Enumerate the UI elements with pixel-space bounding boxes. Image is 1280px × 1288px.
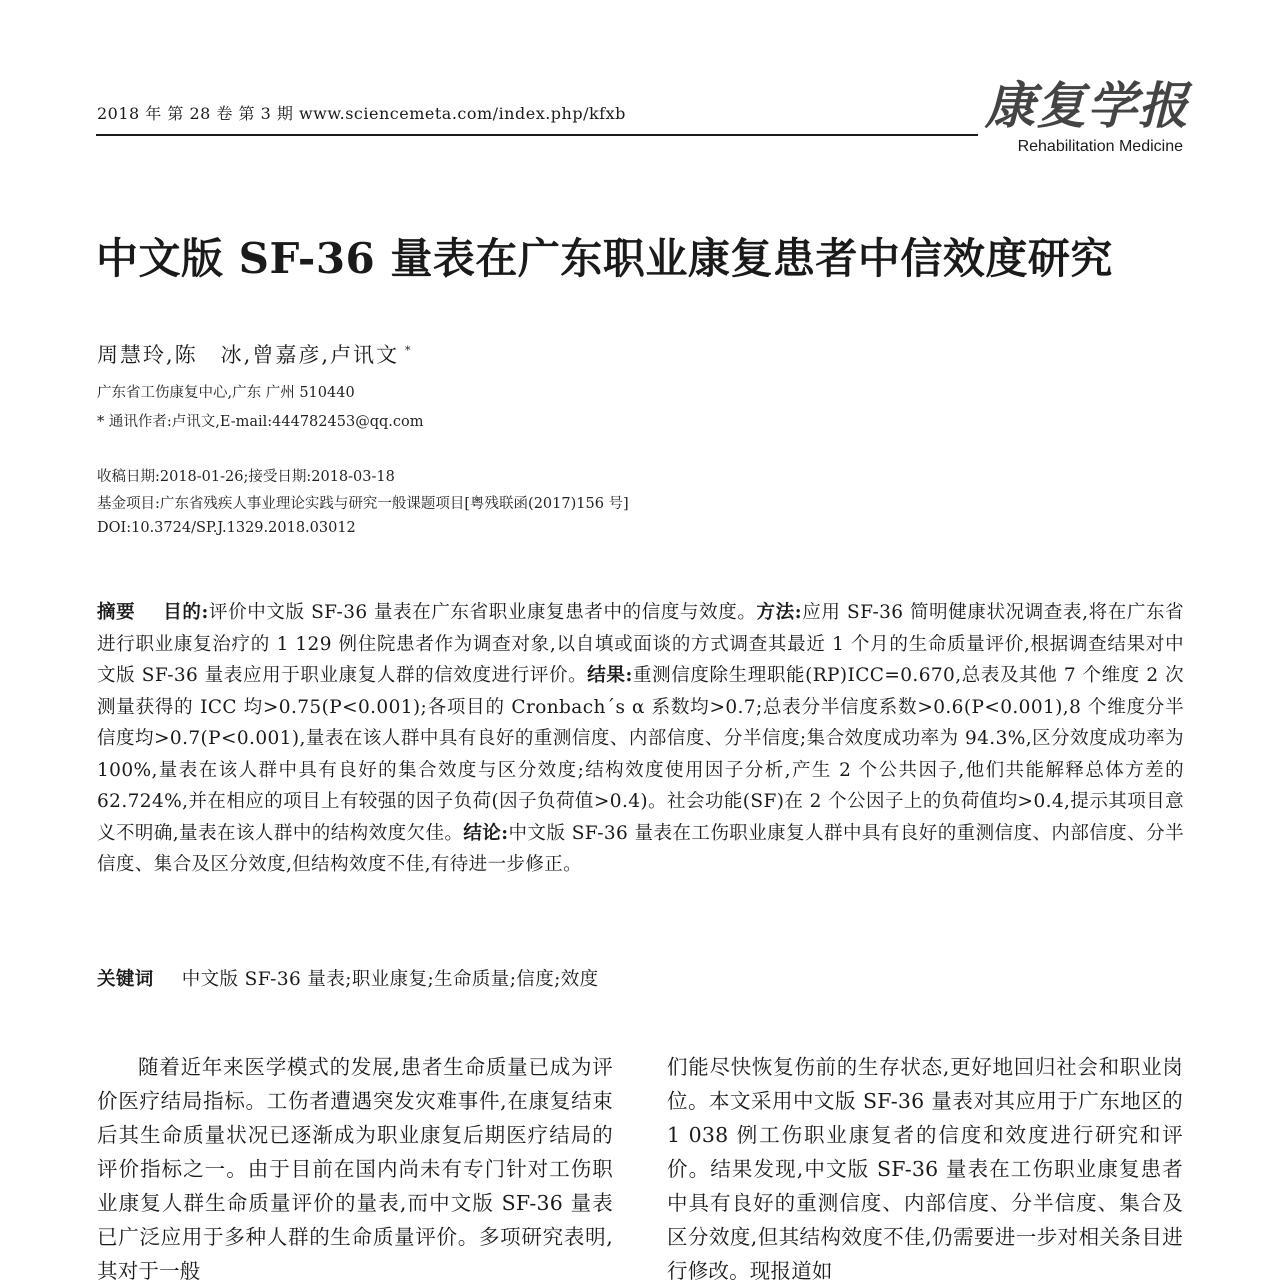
- author-list: [97, 339, 413, 369]
- objective-text: 评价中文版 SF-36 量表在广东省职业康复患者中的信度与效度。: [208, 602, 757, 623]
- journal-logo-chinese: 康复学报: [985, 76, 1189, 135]
- conclusion-label: 结论:: [463, 822, 509, 844]
- corresponding-author: * 通讯作者:卢讯文,E-mail:444782453@qq.com: [97, 414, 424, 430]
- article-title: 中文版 SF-36 量表在广东职业康复患者中信效度研究: [96, 234, 1113, 283]
- keywords-text: 中文版 SF-36 量表;职业康复;生命质量;信度;效度: [181, 969, 599, 990]
- body-column-right: 们能尽快恢复伤前的生存状态,更好地回归社会和职业岗位。本文采用中文版 SF-36 量表对其应用于广东地区的 1 038 例工伤职业康复者的信度和效度进行研究和评价。结果发现,中文版 SF-36 量表在工伤职业康复患者中具有良好的重测信度、内部信度、分半信度、集合及区分效度,但其结构效度不佳,仍需要进一步对相关条目进行修改。现报道如: [667, 1055, 1183, 1283]
- objective-label: 目的:: [163, 602, 209, 623]
- corresponding-author-mark: *: [405, 344, 413, 357]
- keywords: [97, 965, 599, 991]
- funding: 基金项目:广东省残疾人事业理论实践与研究一般课题项目[粤残联函(2017)156 号]: [97, 496, 629, 512]
- results-label: 结果:: [587, 665, 633, 686]
- header-rule: [96, 134, 978, 136]
- keywords-label: 关键词: [97, 969, 154, 990]
- conclusion-text: 中文版 SF-36 量表在工伤职业康复人群中具有良好的重测信度、内部信度、分半信度、集合及区分效度,但结构效度不佳,有待进一步修正。: [97, 822, 1184, 875]
- received-dates: 收稿日期:2018-01-26;接受日期:2018-03-18: [97, 469, 395, 485]
- affiliation: 广东省工伤康复中心,广东 广州 510440: [97, 385, 355, 401]
- author-names: 周慧玲,陈 冰,曾嘉彦,卢讯文: [97, 343, 400, 367]
- abstract: [97, 597, 1184, 881]
- methods-text: 应用 SF-36 简明健康状况调查表,将在广东省进行职业康复治疗的 1 129 例住院患者作为调查对象,以自填或面谈的方式调查其最近 1 个月的生命质量评价,根据调查结果对中文版 SF-36 量表应用于职业康复人群的信效度进行评价。: [97, 602, 1184, 686]
- results-text: 重测信度除生理职能(RP)ICC=0.670,总表及其他 7 个维度 2 次测量获得的 ICC 均>0.75(P<0.001);各项目的 Cronbach´s α 系数均>0.7;总表分半信度系数>0.6(P<0.001),8 个维度分半信度均>0.7(P<0.001),量表在该人群中具有良好的重测信度、内部信度、分半信度;集合效度成功率为 94.3%,区分效度成功率为 100%,量表在该人群中具有良好的集合效度与区分效度;结构效度使用因子分析,产生 2 个公共因子,他们共能解释总体方差的 62.724%,并在相应的项目上有较强的因子负荷(因子负荷值>0.4)。社会功能(SF)在 2 个公因子上的负荷值均>0.4,提示其项目意义不明确,量表在该人群中的结构效度欠佳。: [97, 665, 1184, 844]
- doi: DOI:10.3724/SP.J.1329.2018.03012: [97, 520, 356, 536]
- journal-logo-english: Rehabilitation Medicine: [1017, 138, 1183, 155]
- abstract-heading: 摘要: [97, 602, 136, 623]
- journal-issue-line: 2018 年 第 28 卷 第 3 期 www.sciencemeta.com/index.php/kfxb: [97, 104, 626, 123]
- methods-label: 方法:: [756, 602, 803, 623]
- body-column-left: 随着近年来医学模式的发展,患者生命质量已成为评价医疗结局指标。工伤者遭遇突发灾难事件,在康复结束后其生命质量状况已逐渐成为职业康复后期医疗结局的评价指标之一。由于目前在国内尚未有专门针对工伤职业康复人群生命质量评价的量表,而中文版 SF-36 量表已广泛应用于多种人群的生命质量评价。多项研究表明,其对于一般: [97, 1055, 613, 1283]
